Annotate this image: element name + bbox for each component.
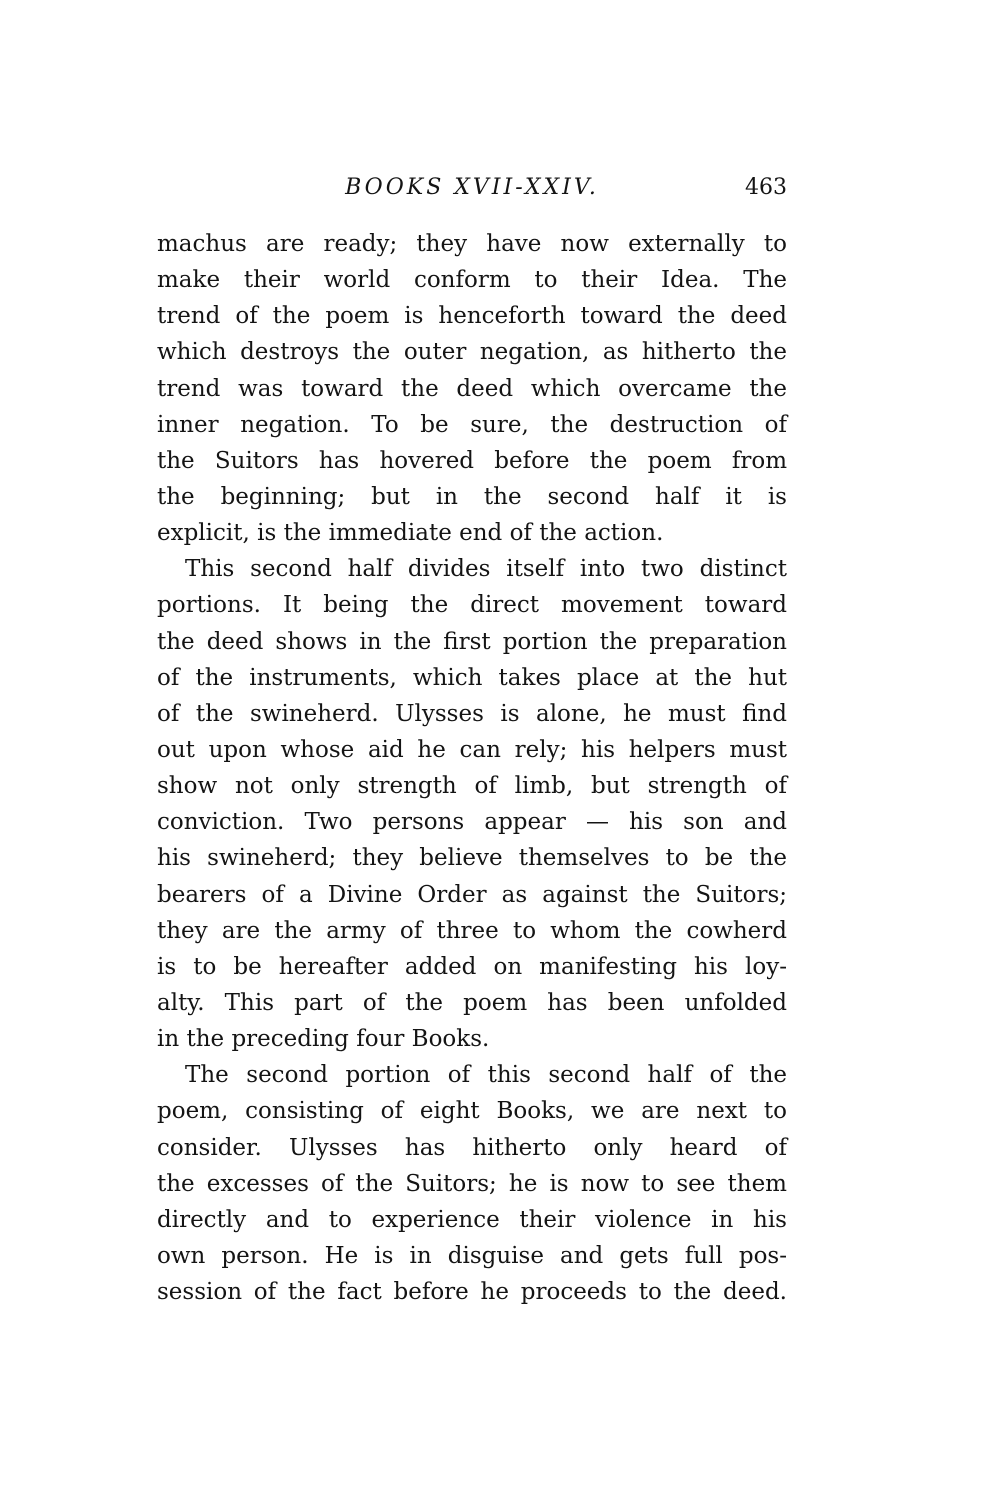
text-line: which destroys the outer negation, as hitherto the (157, 339, 787, 366)
text-line: bearers of a Divine Order as against the Suitors; (157, 881, 787, 908)
page-number: 463 (745, 175, 787, 200)
body-text (157, 226, 787, 1310)
text-line: the Suitors has hovered before the poem from (157, 447, 787, 474)
text-line: his swineherd; they believe themselves to be the (157, 845, 787, 872)
text-line: The second portion of this second half of the (185, 1062, 787, 1089)
text-line: alty. This part of the poem has been unfolded (157, 989, 787, 1016)
text-line: explicit, is the immediate end of the action. (157, 520, 664, 547)
text-line: they are the army of three to whom the cowherd (157, 917, 787, 944)
text-line: consider. Ulysses has hitherto only heard of (157, 1134, 787, 1161)
text-line: out upon whose aid he can rely; his helpers must (157, 736, 787, 763)
text-line: inner negation. To be sure, the destruction of (157, 411, 787, 438)
running-title: BOOKS XVII-XXIV. (345, 175, 599, 200)
text-line: is to be hereafter added on manifesting his loy- (157, 953, 787, 980)
text-line: poem, consisting of eight Books, we are next to (157, 1098, 787, 1125)
text-line: session of the fact before he proceeds to the deed. (157, 1279, 787, 1306)
text-line: directly and to experience their violence in his (157, 1206, 787, 1233)
text-line: the beginning; but in the second half it is (157, 483, 787, 510)
text-line: the excesses of the Suitors; he is now to see them (157, 1170, 787, 1197)
text-line: of the instruments, which takes place at the hut (157, 664, 787, 691)
text-line: in the preceding four Books. (157, 1026, 490, 1053)
text-line: machus are ready; they have now externally to (157, 231, 787, 257)
text-line: trend was toward the deed which overcame the (157, 375, 787, 402)
text-line: of the swineherd. Ulysses is alone, he must find (157, 700, 787, 727)
text-line: portions. It being the direct movement toward (157, 592, 787, 619)
text-line: show not only strength of limb, but strength of (157, 773, 787, 800)
text-line: make their world conform to their Idea. The (157, 267, 787, 294)
running-head (157, 172, 787, 204)
text-line: trend of the poem is henceforth toward the deed (157, 303, 787, 330)
text-line: conviction. Two persons appear — his son and (157, 809, 787, 836)
text-line: own person. He is in disguise and gets full pos- (157, 1242, 787, 1269)
text-line: This second half divides itself into two distinct (185, 556, 787, 583)
text-line: the deed shows in the first portion the preparation (157, 628, 787, 655)
